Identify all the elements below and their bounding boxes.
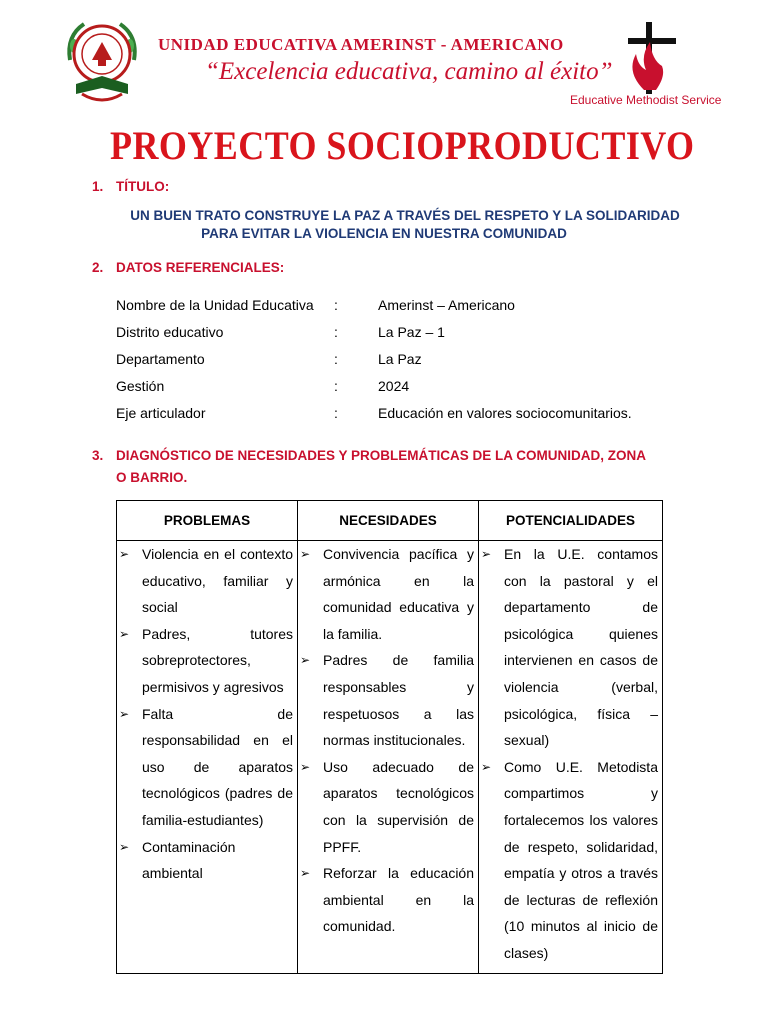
reference-label: Distrito educativo bbox=[116, 324, 224, 340]
list-item: ➢ Padres, tutores sobreprotectores, permisivos y agresivos bbox=[117, 621, 293, 701]
reference-separator: : bbox=[334, 324, 338, 340]
diagnosis-table bbox=[116, 500, 663, 974]
column-header-problemas: PROBLEMAS bbox=[117, 501, 298, 541]
reference-value: Amerinst – Americano bbox=[378, 297, 515, 313]
list-item: ➢ Padres de familia responsables y respetuosos a las normas institucionales. bbox=[298, 647, 474, 753]
column-header-necesidades: NECESIDADES bbox=[298, 501, 479, 541]
cross-and-flame-icon bbox=[622, 20, 682, 98]
section-title: TÍTULO: bbox=[116, 179, 170, 194]
arrow-bullet-icon: ➢ bbox=[300, 547, 311, 561]
school-crest-icon bbox=[62, 16, 142, 104]
list-item: ➢ Como U.E. Metodista compartimos y fortalecemos los valores de respeto, solidaridad, empatía y otros a través de lecturas de reflexión (10 minutos al inicio de clases) bbox=[479, 754, 658, 967]
project-title-line-2: PARA EVITAR LA VIOLENCIA EN NUESTRA COMUNIDAD bbox=[201, 226, 567, 241]
list-item: ➢ Uso adecuado de aparatos tecnológicos con la supervisión de PPFF. bbox=[298, 754, 474, 860]
school-motto: “Excelencia educativa, camino al éxito” bbox=[205, 58, 613, 85]
problemas-cell bbox=[117, 541, 298, 974]
main-title: PROYECTO SOCIOPRODUCTIVO bbox=[110, 123, 695, 168]
table-row bbox=[117, 541, 663, 974]
section-number: 2. bbox=[92, 260, 104, 275]
section-number: 1. bbox=[92, 179, 104, 194]
arrow-bullet-icon: ➢ bbox=[481, 547, 492, 561]
list-item: ➢ Convivencia pacífica y armónica en la comunidad educativa y la familia. bbox=[298, 541, 474, 647]
school-name: UNIDAD EDUCATIVA AMERINST - AMERICANO bbox=[158, 35, 564, 54]
arrow-bullet-icon: ➢ bbox=[119, 626, 130, 641]
reference-separator: : bbox=[334, 405, 338, 421]
section-title: DATOS REFERENCIALES: bbox=[116, 260, 285, 275]
project-title-line-1: UN BUEN TRATO CONSTRUYE LA PAZ A TRAVÉS DEL RESPETO Y LA SOLIDARIDAD bbox=[130, 208, 680, 223]
section-2-heading bbox=[92, 260, 284, 275]
reference-separator: : bbox=[334, 297, 338, 313]
reference-value: La Paz – 1 bbox=[378, 324, 445, 340]
arrow-bullet-icon: ➢ bbox=[119, 547, 130, 561]
arrow-bullet-icon: ➢ bbox=[300, 759, 311, 774]
reference-label: Departamento bbox=[116, 351, 205, 367]
list-item: ➢ Reforzar la educación ambiental en la comunidad. bbox=[298, 860, 474, 940]
section-title: DIAGNÓSTICO DE NECESIDADES Y PROBLEMÁTICAS DE LA COMUNIDAD, ZONA bbox=[116, 448, 647, 463]
column-header-potencialidades: POTENCIALIDADES bbox=[479, 501, 663, 541]
arrow-bullet-icon: ➢ bbox=[119, 839, 130, 854]
section-3-heading-line-2: O BARRIO. bbox=[116, 470, 188, 485]
arrow-bullet-icon: ➢ bbox=[119, 706, 130, 721]
reference-label: Gestión bbox=[116, 378, 165, 394]
project-title bbox=[120, 207, 690, 243]
reference-label: Nombre de la Unidad Educativa bbox=[116, 297, 314, 313]
reference-label: Eje articulador bbox=[116, 405, 206, 421]
potencialidades-cell bbox=[479, 541, 663, 974]
section-1-heading bbox=[92, 179, 169, 194]
arrow-bullet-icon: ➢ bbox=[481, 759, 492, 774]
reference-separator: : bbox=[334, 378, 338, 394]
arrow-bullet-icon: ➢ bbox=[300, 866, 311, 881]
list-item: ➢ En la U.E. contamos con la pastoral y el departamento de psicológica quienes intervienen en casos de violencia (verbal, psicológica, física – sexual) bbox=[479, 541, 658, 754]
reference-separator: : bbox=[334, 351, 338, 367]
section-3-heading bbox=[92, 448, 646, 463]
section-number: 3. bbox=[92, 448, 104, 463]
table-header-row bbox=[117, 501, 663, 541]
reference-value: Educación en valores sociocomunitarios. bbox=[378, 405, 632, 421]
reference-value: La Paz bbox=[378, 351, 422, 367]
arrow-bullet-icon: ➢ bbox=[300, 653, 311, 668]
service-label: Educative Methodist Service bbox=[570, 93, 722, 107]
list-item: ➢ Contaminación ambiental bbox=[117, 834, 293, 887]
list-item: ➢ Violencia en el contexto educativo, familiar y social bbox=[117, 541, 293, 621]
list-item: ➢ Falta de responsabilidad en el uso de aparatos tecnológicos (padres de familia-estudiantes) bbox=[117, 701, 293, 834]
necesidades-cell bbox=[298, 541, 479, 974]
reference-value: 2024 bbox=[378, 378, 410, 394]
